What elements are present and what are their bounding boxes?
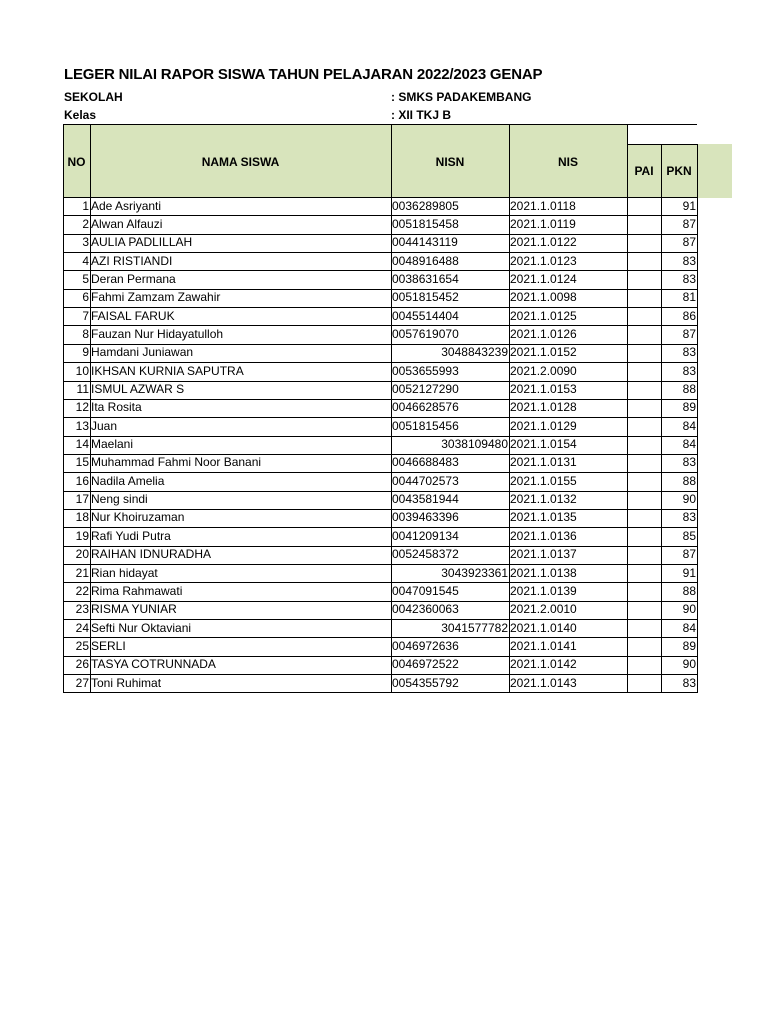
cell-pkn: 88 [682,473,696,488]
grid-line-column [697,144,698,693]
cell-no: 19 [75,528,89,543]
cell-pai [628,399,660,416]
cell-nis: 2021.1.0118 [510,198,576,213]
document-title: LEGER NILAI RAPOR SISWA TAHUN PELAJARAN 2022/2023 GENAP [64,66,543,83]
cell-pai [628,381,660,398]
cell-no: 25 [75,638,89,653]
cell-pkn: 88 [682,382,696,396]
grid-line-subject-group [627,144,697,145]
cell-pai [628,344,660,361]
cell-nisn: 0038631654 [392,271,459,286]
cell-nisn: 0054355792 [392,675,459,690]
header-pai: PAI [634,164,654,178]
cell-nisn: 0046972522 [392,657,459,672]
cell-nis: 2021.1.0131 [510,455,577,470]
cell-nis: 2021.1.0139 [510,583,577,598]
cell-nisn: 0036289805 [392,198,459,213]
cell-no: 23 [75,602,89,617]
cell-name: SERLI [91,638,126,653]
header-pkn: PKN [666,164,692,178]
cell-no: 1 [82,198,89,213]
cell-pkn: 85 [682,528,696,543]
cell-no: 2 [82,216,89,231]
cell-nisn: 3048843239 [441,345,508,360]
cell-pai [628,198,660,215]
cell-name: Neng sindi [91,492,148,507]
cell-pai [628,436,660,453]
cell-name: Rima Rahmawati [91,583,183,598]
cell-pkn: 90 [682,657,696,672]
cell-name: Rafi Yudi Putra [91,528,171,543]
cell-no: 10 [75,363,89,378]
cell-pkn: 88 [682,583,696,598]
cell-pai [628,418,660,435]
cell-nisn: 0043581944 [392,492,459,507]
cell-name: TASYA COTRUNNADA [91,657,216,672]
cell-nisn: 0047091545 [392,583,459,598]
cell-nisn: 0051815452 [392,290,459,305]
header-nis: NIS [557,154,578,169]
cell-nis: 2021.1.0123 [510,253,577,268]
cell-pai [628,253,660,270]
cell-name: ISMUL AZWAR S [91,382,185,396]
cell-no: 4 [82,253,89,268]
cell-name: RAIHAN IDNURADHA [91,547,212,562]
cell-name: Fahmi Zamzam Zawahir [91,290,221,305]
cell-no: 24 [75,620,89,635]
cell-pkn: 84 [682,418,696,433]
cell-pai [628,675,660,692]
cell-name: AZI RISTIANDI [91,253,173,268]
cell-nisn: 0051815456 [392,418,459,433]
cell-name: Fauzan Nur Hidayatulloh [91,326,224,341]
grid-line-column [627,124,628,693]
cell-nis: 2021.1.0153 [510,382,577,396]
cell-nis: 2021.1.0154 [510,437,577,452]
cell-no: 21 [75,565,89,580]
cell-nisn: 0044702573 [392,473,459,488]
cell-nis: 2021.2.0010 [510,602,577,617]
cell-nisn: 0052458372 [392,547,459,562]
cell-pkn: 83 [682,345,696,360]
header-no: NO [67,154,86,169]
cell-pkn: 84 [682,437,696,452]
cell-nisn: 0044143119 [392,235,458,250]
grid-line-column [509,124,510,693]
cell-nis: 2021.1.0135 [510,510,577,525]
cell-pkn: 86 [682,308,696,323]
cell-nisn: 0046628576 [392,400,459,415]
cell-nisn: 0053655993 [392,363,459,378]
cell-name: FAISAL FARUK [91,308,175,323]
class-value: : XII TKJ B [391,108,452,122]
cell-no: 22 [75,583,89,598]
cell-pai [628,473,660,490]
cell-nis: 2021.1.0155 [510,473,577,488]
cell-pai [628,289,660,306]
cell-no: 7 [82,308,89,323]
cell-nis: 2021.1.0142 [510,657,577,672]
cell-nis: 2021.1.0129 [510,418,577,433]
cell-name: AULIA PADLILLAH [91,235,193,250]
cell-pai [628,234,660,251]
cell-nisn: 0045514404 [392,308,459,323]
cell-pai [628,601,660,618]
grid-line-column [661,144,662,693]
cell-no: 6 [82,290,89,305]
cell-nis: 2021.2.0090 [510,363,577,378]
cell-pkn: 83 [682,510,696,525]
cell-no: 12 [75,400,89,415]
cell-nisn: 0052127290 [392,382,459,396]
cell-nis: 2021.1.0152 [510,345,577,360]
cell-pai [628,528,660,545]
cell-nisn: 3043923361 [441,565,508,580]
cell-pai [628,583,660,600]
header-nisn: NISN [435,154,465,169]
cell-name: Hamdani Juniawan [91,345,194,360]
subject-group-blank [627,125,732,144]
school-value: : SMKS PADAKEMBANG [391,90,532,104]
cell-name: Nadila Amelia [91,473,165,488]
cell-pai [628,271,660,288]
header-name: NAMA SISWA [201,154,280,169]
cell-pkn: 83 [682,455,696,470]
cell-name: Deran Permana [91,271,176,286]
cell-name: Juan [91,418,118,433]
cell-pkn: 84 [682,620,696,635]
cell-nisn: 0046688483 [392,455,459,470]
cell-no: 9 [82,345,89,360]
cell-pkn: 91 [682,198,696,213]
cell-no: 27 [75,675,89,690]
cell-pkn: 87 [682,216,696,231]
cell-nisn: 0048916488 [392,253,459,268]
cell-nisn: 3038109480 [441,437,508,452]
cell-name: Rian hidayat [91,565,158,580]
cell-nisn: 0039463396 [392,510,459,525]
cell-name: Sefti Nur Oktaviani [91,620,192,635]
cell-pai [628,565,660,582]
cell-pkn: 83 [682,253,696,268]
cell-nis: 2021.1.0098 [510,290,577,305]
cell-no: 26 [75,657,89,672]
cell-name: Alwan Alfauzi [91,216,163,231]
cell-pai [628,454,660,471]
cell-pkn: 90 [682,492,696,507]
cell-no: 20 [75,547,89,562]
cell-pkn: 87 [682,235,696,250]
cell-pai [628,216,660,233]
cell-pai [628,656,660,673]
cell-name: Ita Rosita [91,400,142,415]
cell-name: Ade Asriyanti [91,198,162,213]
cell-nisn: 0046972636 [392,638,459,653]
cell-name: Nur Khoiruzaman [91,510,185,525]
cell-name: Maelani [91,437,134,452]
cell-pai [628,509,660,526]
cell-pai [628,308,660,325]
cell-nisn: 0042360063 [392,602,459,617]
cell-nis: 2021.1.0125 [510,308,577,323]
cell-name: RISMA YUNIAR [91,602,177,617]
cell-nisn: 0057619070 [392,326,459,341]
cell-pai [628,638,660,655]
class-label: Kelas [64,108,97,122]
cell-pkn: 89 [682,638,696,653]
cell-no: 16 [75,473,89,488]
cell-pkn: 87 [682,326,696,341]
cell-nisn: 0041209134 [392,528,459,543]
cell-no: 8 [82,326,89,341]
cell-pkn: 81 [682,290,696,305]
cell-no: 15 [75,455,89,470]
cell-pkn: 89 [682,400,696,415]
cell-pai [628,546,660,563]
cell-nisn: 0051815458 [392,216,459,231]
cell-nis: 2021.1.0138 [510,565,577,580]
grid-line-top [63,124,697,125]
cell-no: 14 [75,437,89,452]
cell-pkn: 83 [682,363,696,378]
cell-nis: 2021.1.0137 [510,547,577,562]
cell-name: IKHSAN KURNIA SAPUTRA [91,363,244,378]
cell-nis: 2021.1.0141 [510,638,577,653]
cell-pai [628,363,660,380]
grid-line-column [90,124,91,693]
cell-nis: 2021.1.0122 [510,235,577,250]
cell-no: 18 [75,510,89,525]
school-label: SEKOLAH [64,90,123,104]
cell-pkn: 91 [682,565,696,580]
grid-line-column [391,124,392,693]
cell-no: 17 [75,492,89,507]
cell-pkn: 83 [682,675,696,690]
cell-name: Muhammad Fahmi Noor Banani [91,455,262,470]
cell-pai [628,491,660,508]
cell-no: 5 [82,271,89,286]
grid-line-column [63,124,64,693]
cell-name: Toni Ruhimat [91,675,162,690]
cell-nis: 2021.1.0126 [510,326,577,341]
cell-no: 3 [82,235,89,250]
cell-nis: 2021.1.0132 [510,492,577,507]
cell-nis: 2021.1.0140 [510,620,577,635]
cell-nis: 2021.1.0119 [510,216,576,231]
cell-pkn: 87 [682,547,696,562]
cell-pkn: 90 [682,602,696,617]
cell-nis: 2021.1.0143 [510,675,577,690]
cell-pai [628,620,660,637]
grid-line-row [63,692,697,693]
cell-pkn: 83 [682,271,696,286]
cell-no: 13 [75,418,89,433]
cell-no: 11 [76,382,89,396]
cell-nis: 2021.1.0136 [510,528,577,543]
cell-nis: 2021.1.0124 [510,271,577,286]
cell-pai [628,326,660,343]
cell-nisn: 3041577782 [441,620,508,635]
cell-nis: 2021.1.0128 [510,400,577,415]
